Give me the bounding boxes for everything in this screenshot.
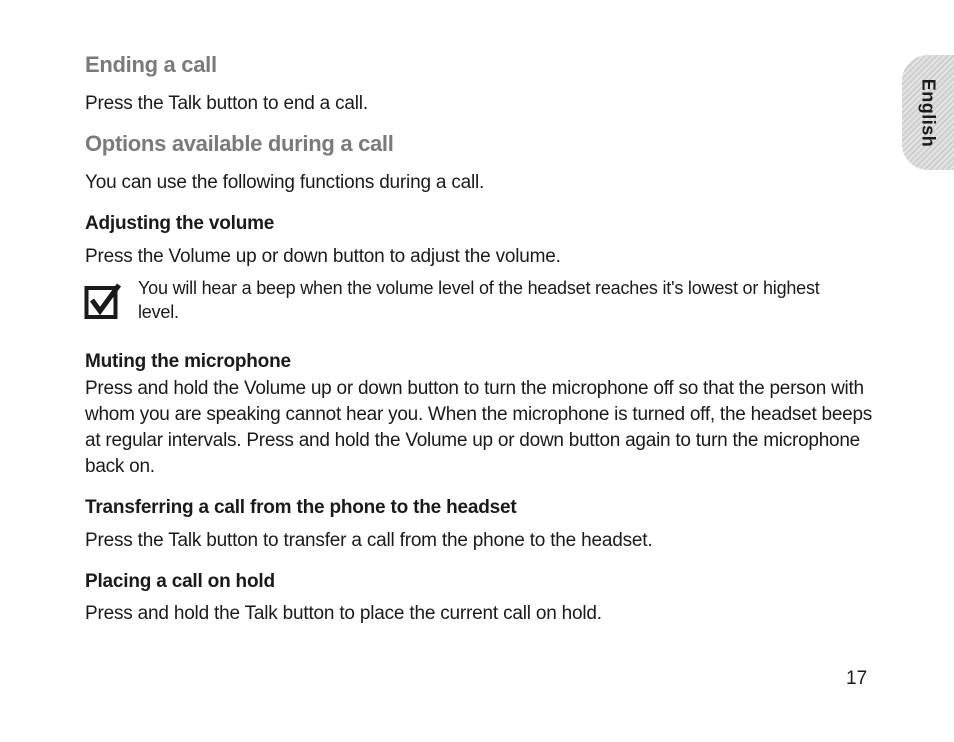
page-number: 17 [846, 668, 868, 689]
heading-hold-call: Placing a call on hold [85, 571, 275, 592]
language-tab [902, 55, 954, 170]
language-tab-label: English [918, 78, 939, 147]
note-volume-beep: You will hear a beep when the volume level of the headset reaches it's lowest or highest level. [138, 278, 820, 322]
checkbox-check-icon [84, 282, 122, 320]
heading-options-during-call: Options available during a call [85, 131, 394, 156]
text-hold-call: Press and hold the Talk button to place the current call on hold. [85, 603, 602, 624]
text-options-during-call: You can use the following functions during a call. [85, 172, 485, 193]
text-mute-microphone: Press and hold the Volume up or down button to turn the microphone off so that the person with whom you are speaking cannot hear you. When the microphone is turned off, the headset beeps at regular intervals. Press and hold the Volume up or down button again to turn the microphone back on. [85, 378, 873, 477]
text-adjust-volume: Press the Volume up or down button to adjust the volume. [85, 246, 561, 267]
heading-transfer-call: Transferring a call from the phone to the headset [85, 497, 517, 518]
heading-adjust-volume: Adjusting the volume [85, 213, 275, 234]
text-transfer-call: Press the Talk button to transfer a call from the phone to the headset. [85, 530, 653, 551]
heading-mute-microphone: Muting the microphone [85, 351, 291, 372]
heading-ending-call: Ending a call [85, 52, 217, 77]
text-ending-call: Press the Talk button to end a call. [85, 93, 368, 114]
